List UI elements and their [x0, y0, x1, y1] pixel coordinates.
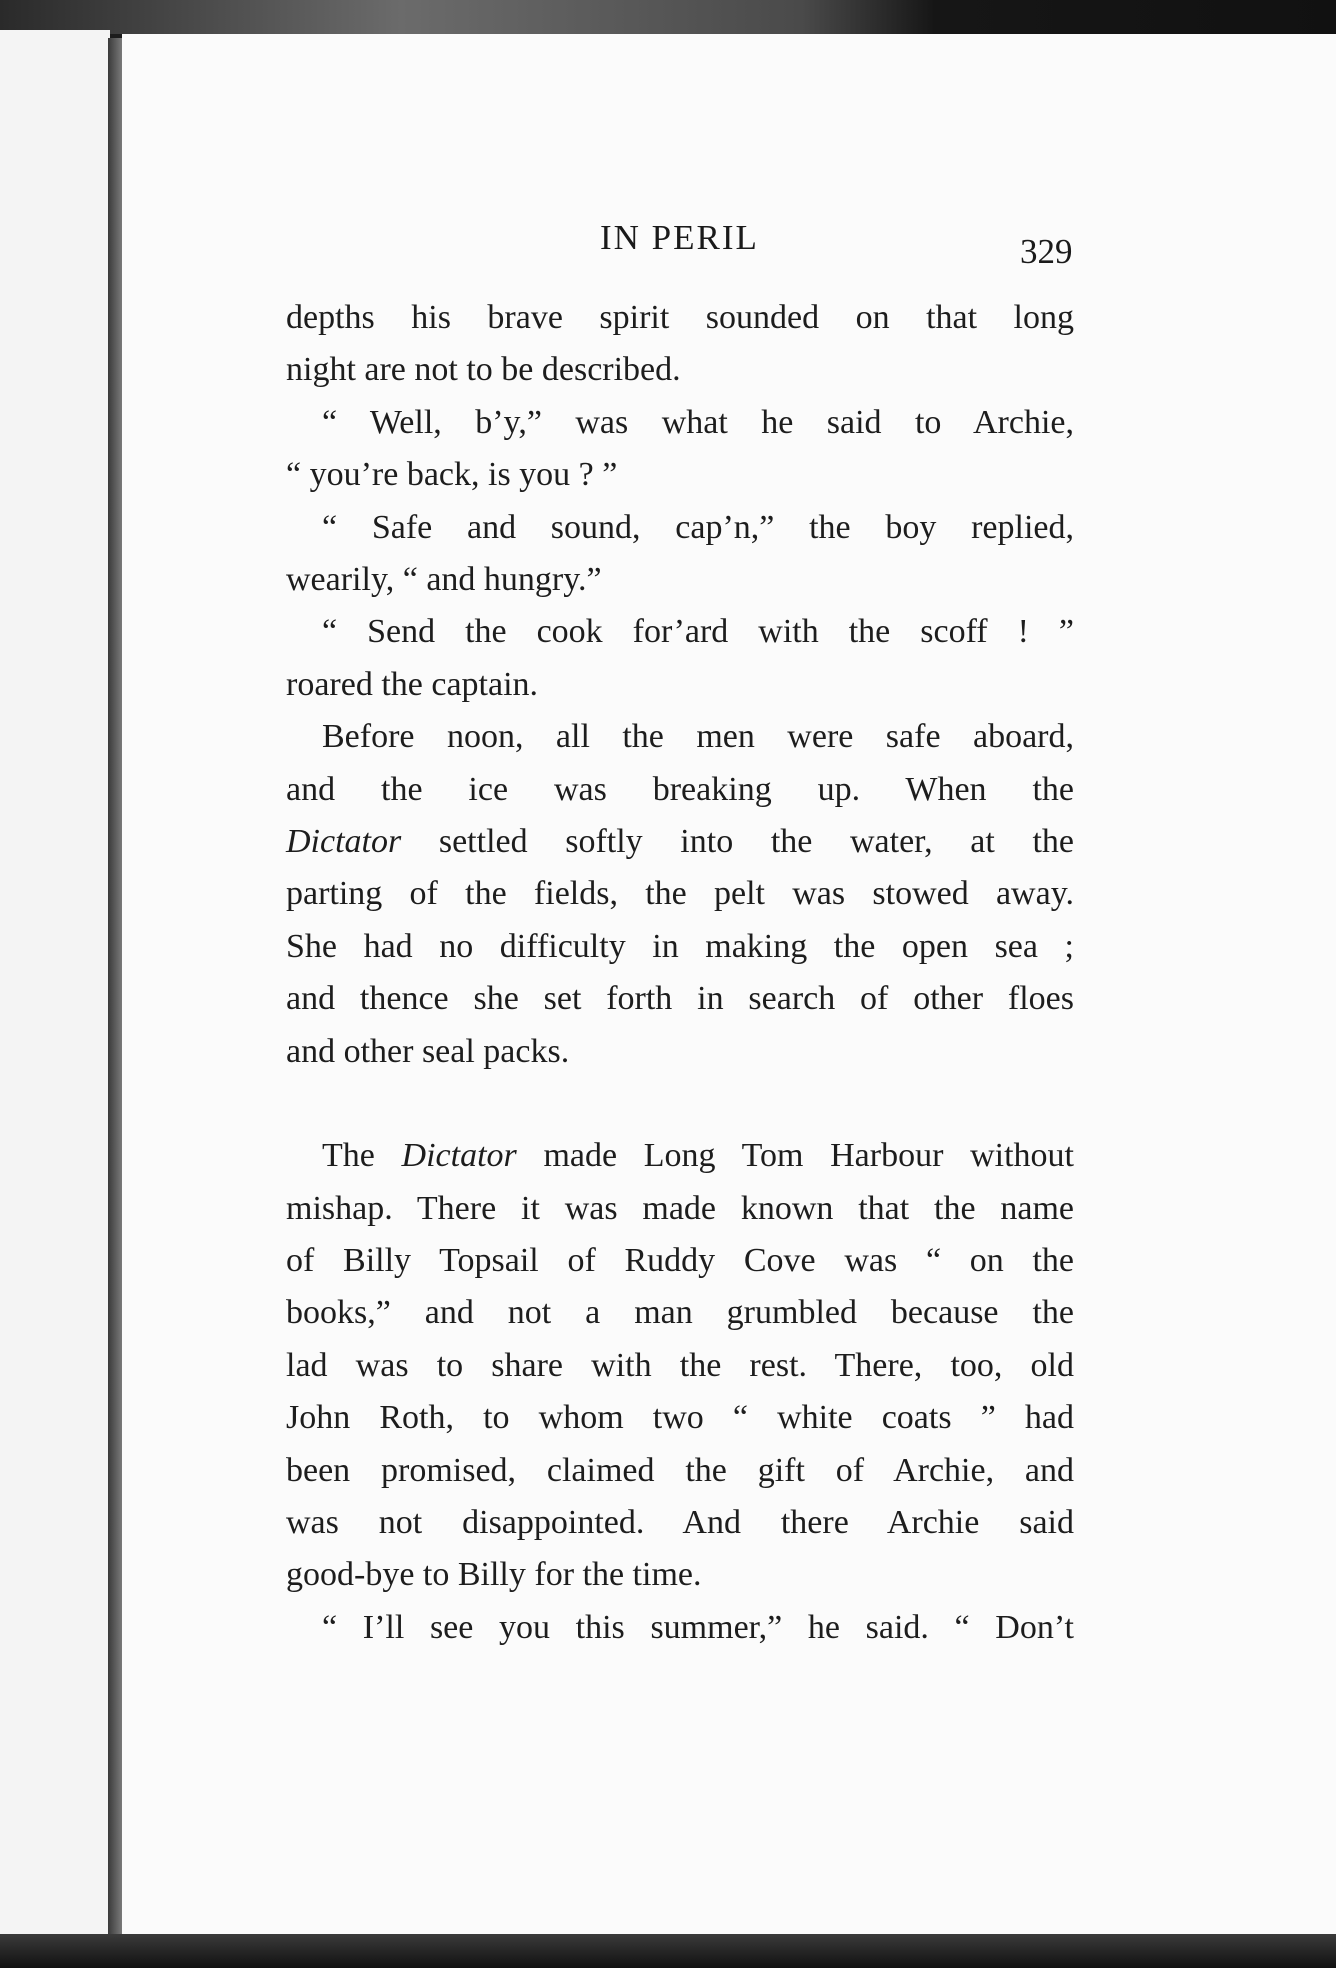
page-number: 329: [1020, 232, 1073, 271]
section-break: [286, 1078, 1074, 1130]
text-line: John Roth, to whom two “ white coats ” had: [286, 1399, 1074, 1437]
paragraph: [286, 1130, 1074, 1602]
ship-name: Dictator: [286, 823, 402, 861]
text-line: [286, 1130, 1074, 1182]
paragraph: [286, 397, 1074, 502]
paragraph: [286, 606, 1074, 711]
text-line: parting of the fields, the pelt was stowed away.: [286, 875, 1074, 913]
text-line: of Billy Topsail of Ruddy Cove was “ on the: [286, 1241, 1074, 1279]
text-line: [286, 816, 1074, 868]
paragraph: [286, 711, 1074, 1078]
text-segment: settled softly into the water, at the: [401, 823, 1074, 861]
text-line: night are not to be described.: [286, 351, 681, 389]
paragraph: [286, 1602, 1074, 1654]
text-line: and the ice was breaking up. When the: [286, 770, 1074, 808]
text-line: She had no difficulty in making the open sea ;: [286, 927, 1074, 965]
text-line: Before noon, all the men were safe aboard,: [322, 718, 1074, 756]
paragraph: [286, 292, 1074, 397]
text-line: wearily, “ and hungry.”: [286, 561, 602, 599]
page-text: [286, 292, 1074, 1654]
text-line: “ Safe and sound, cap’n,” the boy replied,: [322, 508, 1074, 546]
scan-bottom-edge: [0, 1934, 1336, 1968]
text-line: and other seal packs.: [286, 1032, 570, 1070]
text-line: mishap. There it was made known that the name: [286, 1189, 1074, 1227]
text-line: lad was to share with the rest. There, too, old: [286, 1346, 1074, 1384]
ship-name: Dictator: [401, 1137, 517, 1175]
text-line: “ I’ll see you this summer,” he said. “ Don’t: [322, 1608, 1074, 1646]
text-line: good-bye to Billy for the time.: [286, 1556, 702, 1594]
book-gutter: [108, 38, 122, 1938]
running-title: IN PERIL: [600, 218, 759, 257]
text-segment: The: [322, 1137, 402, 1175]
text-line: “ Well, b’y,” was what he said to Archie,: [322, 403, 1074, 441]
text-line: books,” and not a man grumbled because the: [286, 1294, 1074, 1332]
text-line: roared the captain.: [286, 665, 539, 703]
facing-page-edge: [0, 30, 110, 1935]
text-line: was not disappointed. And there Archie said: [286, 1503, 1074, 1541]
scan-top-edge: [0, 0, 1336, 34]
text-line: “ Send the cook for’ard with the scoff ! ”: [322, 613, 1074, 651]
text-segment: made Long Tom Harbour without: [516, 1137, 1074, 1175]
paragraph: [286, 502, 1074, 607]
text-line: depths his brave spirit sounded on that long: [286, 299, 1074, 336]
text-line: and thence she set forth in search of other floes: [286, 980, 1074, 1018]
text-line: “ you’re back, is you ? ”: [286, 456, 618, 494]
text-line: been promised, claimed the gift of Archie, and: [286, 1451, 1074, 1489]
